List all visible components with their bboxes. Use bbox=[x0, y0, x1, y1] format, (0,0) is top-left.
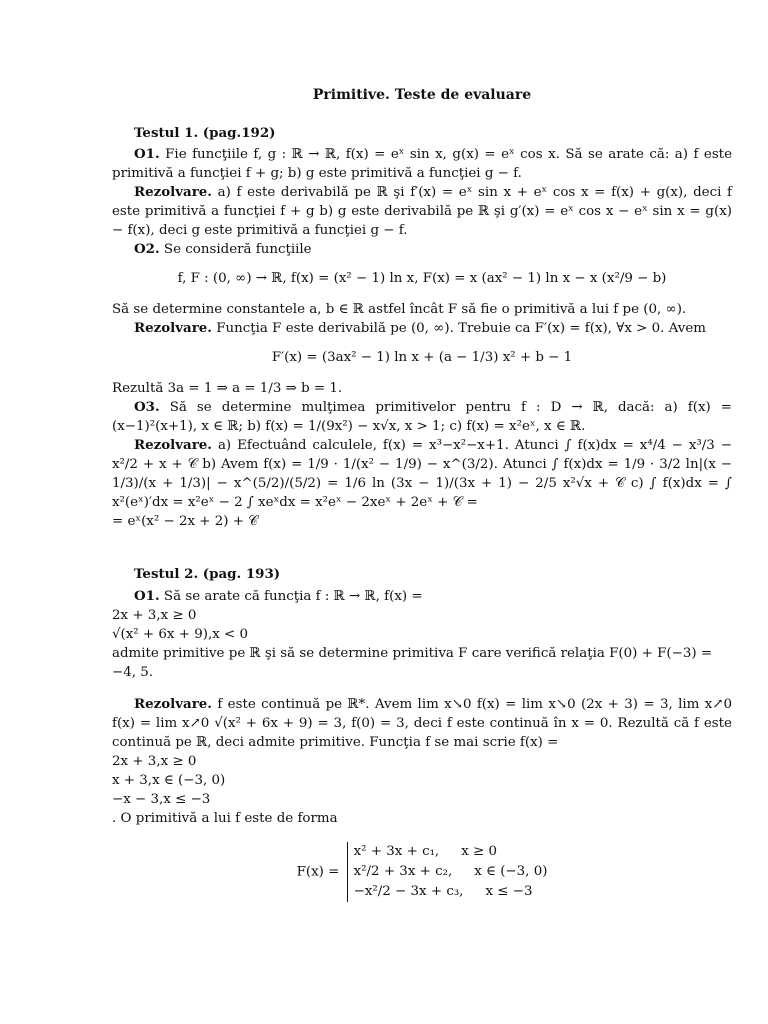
t1-o2-text: Se consideră funcţiile bbox=[163, 242, 312, 258]
t2-r1-case-3: −x − 3, bbox=[112, 792, 164, 808]
t2-primitive-equation bbox=[112, 842, 732, 902]
t2-F-case-3-cond: x ≤ −3 bbox=[485, 883, 533, 899]
t2-o1-label: O1. bbox=[134, 587, 160, 604]
t1-r3-label: Rezolvare. bbox=[134, 437, 212, 454]
t1-r1-paragraph bbox=[112, 183, 732, 240]
t1-o3-text: Să se determine mulţimea primitivelor pentru f : D → ℝ, dacă: a) f(x) = (x−1)²(x+1), x ∈ ℝ; b) f(x) = 1/(9x²) − x√x, x > 1; c) f(x) = x²eˣ, x ∈ ℝ. bbox=[112, 400, 732, 435]
t1-o2-question: Să se determine constantele a, b ∈ ℝ astfel încât F să fie o primitivă a lui f pe (0, ∞). bbox=[112, 302, 687, 318]
t2-o1-pre: Să se arate că funcţia f : ℝ → ℝ, f(x) = bbox=[163, 588, 423, 604]
t1-o2-equation: f, F : (0, ∞) → ℝ, f(x) = (x² − 1) ln x, F(x) = x (ax² − 1) ln x − x (x²/9 − b) bbox=[177, 271, 667, 287]
t1-r2-label: Rezolvare. bbox=[134, 320, 212, 337]
t1-r2-text: Funcţia F este derivabilă pe (0, ∞). Trebuie ca F′(x) = f(x), ∀x > 0. Avem bbox=[216, 321, 706, 337]
t1-r1-label: Rezolvare. bbox=[134, 183, 212, 200]
t2-F-case-3: −x²/2 − 3x + c₃, bbox=[353, 883, 464, 899]
t2-F-case-2-cond: x ∈ (−3, 0) bbox=[474, 863, 548, 879]
t2-r1-case-1-cond: x ≥ 0 bbox=[160, 754, 197, 770]
t2-F-case-1: x² + 3x + c₁, bbox=[353, 843, 440, 859]
t2-r1-label: Rezolvare. bbox=[134, 696, 212, 713]
t2-r1-text: f este continuă pe ℝ*. Avem lim x↘0 f(x) = lim x↘0 (2x + 3) = 3, lim x↗0 f(x) = lim x↗0 √(x² + 6x + 9) = 3, f(0) = 3, deci f este continuă în x = 0. Rezultă că f este continuă pe ℝ, deci admite primitive. Funcţia f se mai scrie f(x) = bbox=[112, 697, 732, 751]
test-1-heading: Testul 1. (pag.192) bbox=[134, 124, 276, 141]
t2-r1-case-3-cond: x ≤ −3 bbox=[163, 792, 211, 808]
t2-o1-case-2-cond: x < 0 bbox=[212, 626, 249, 642]
t1-o3-paragraph bbox=[112, 398, 732, 436]
t2-F-lhs: F(x) = bbox=[296, 864, 340, 880]
t2-o1-paragraph bbox=[112, 587, 732, 606]
t2-r1-paragraph bbox=[112, 695, 732, 752]
t2-o1-case-2: √(x² + 6x + 9), bbox=[112, 626, 213, 642]
t1-r3-part-c: c) ∫ f(x)dx = ∫ x²(eˣ)′dx = x²eˣ − 2 ∫ xeˣdx = x²eˣ − 2xeˣ + 2eˣ + 𝒞 = bbox=[112, 476, 732, 511]
document-page bbox=[112, 80, 732, 914]
t1-r2-result: Rezultă 3a = 1 ⇒ a = 1/3 ⇒ b = 1. bbox=[112, 381, 343, 397]
page-title: Primitive. Teste de evaluare bbox=[312, 87, 532, 103]
t1-o1-paragraph bbox=[112, 145, 732, 183]
t1-r3-part-a: a) Efectuând calculele, f(x) = x³−x²−x+1. Atunci ∫ f(x)dx = x⁴/4 − x³/3 − x²/2 + x + 𝒞 bbox=[112, 438, 732, 473]
t2-F-case-2: x²/2 + 3x + c₂, bbox=[353, 863, 453, 879]
t2-o1-case-1: 2x + 3, bbox=[112, 607, 161, 623]
t2-o1-post: admite primitive pe ℝ şi să se determine primitiva F care verifică relaţia F(0) + F(−3) = −4, 5. bbox=[112, 645, 713, 680]
t1-o1-label: O1. bbox=[134, 145, 160, 162]
t1-r2-paragraph bbox=[112, 319, 732, 338]
t2-o1-case-1-cond: x ≥ 0 bbox=[160, 607, 197, 623]
t2-r1-after: . O primitivă a lui f este de forma bbox=[112, 811, 338, 827]
t1-o1-text: Fie funcţiile f, g : ℝ → ℝ, f(x) = eˣ sin x, g(x) = eˣ cos x. Să se arate că: a) f este primitivă a funcţiei f + g; b) g este primitivă a funcţiei g − f. bbox=[112, 146, 732, 181]
test-2-heading: Testul 2. (pag. 193) bbox=[134, 566, 281, 583]
t1-r3-part-c-cont: = eˣ(x² − 2x + 2) + 𝒞 bbox=[112, 514, 258, 530]
t2-r1-case-2-cond: x ∈ (−3, 0) bbox=[152, 773, 226, 789]
t1-o2-label: O2. bbox=[134, 241, 160, 258]
t1-o2-paragraph bbox=[112, 240, 732, 259]
t1-o3-label: O3. bbox=[134, 399, 160, 416]
t1-r2-equation: F′(x) = (3ax² − 1) ln x + (a − 1/3) x² + b − 1 bbox=[271, 350, 573, 366]
t2-r1-case-2: x + 3, bbox=[112, 773, 153, 789]
t2-F-piecewise bbox=[347, 842, 548, 902]
t1-r3-paragraph bbox=[112, 436, 732, 512]
t2-r1-case-1: 2x + 3, bbox=[112, 754, 161, 770]
t2-F-case-1-cond: x ≥ 0 bbox=[461, 843, 498, 859]
t1-r3-part-b: b) Avem f(x) = 1/9 · 1/(x² − 1/9) − x^(3/2). Atunci ∫ f(x)dx = 1/9 · 3/2 ln|(x − 1/3)/(x + 1/3)| − x^(5/2)/(5/2) = 1/6 ln (3x − 1)/(3x + 1) − 2/5 x²√x + 𝒞 bbox=[112, 457, 733, 492]
t1-r1-text: a) f este derivabilă pe ℝ şi f′(x) = eˣ sin x + eˣ cos x = f(x) + g(x), deci f este primitivă a funcţiei f + g b) g este derivabilă pe ℝ şi g′(x) = eˣ cos x − eˣ sin x = g(x) − f(x), deci g este primitivă a funcţiei g − f. bbox=[112, 184, 732, 239]
